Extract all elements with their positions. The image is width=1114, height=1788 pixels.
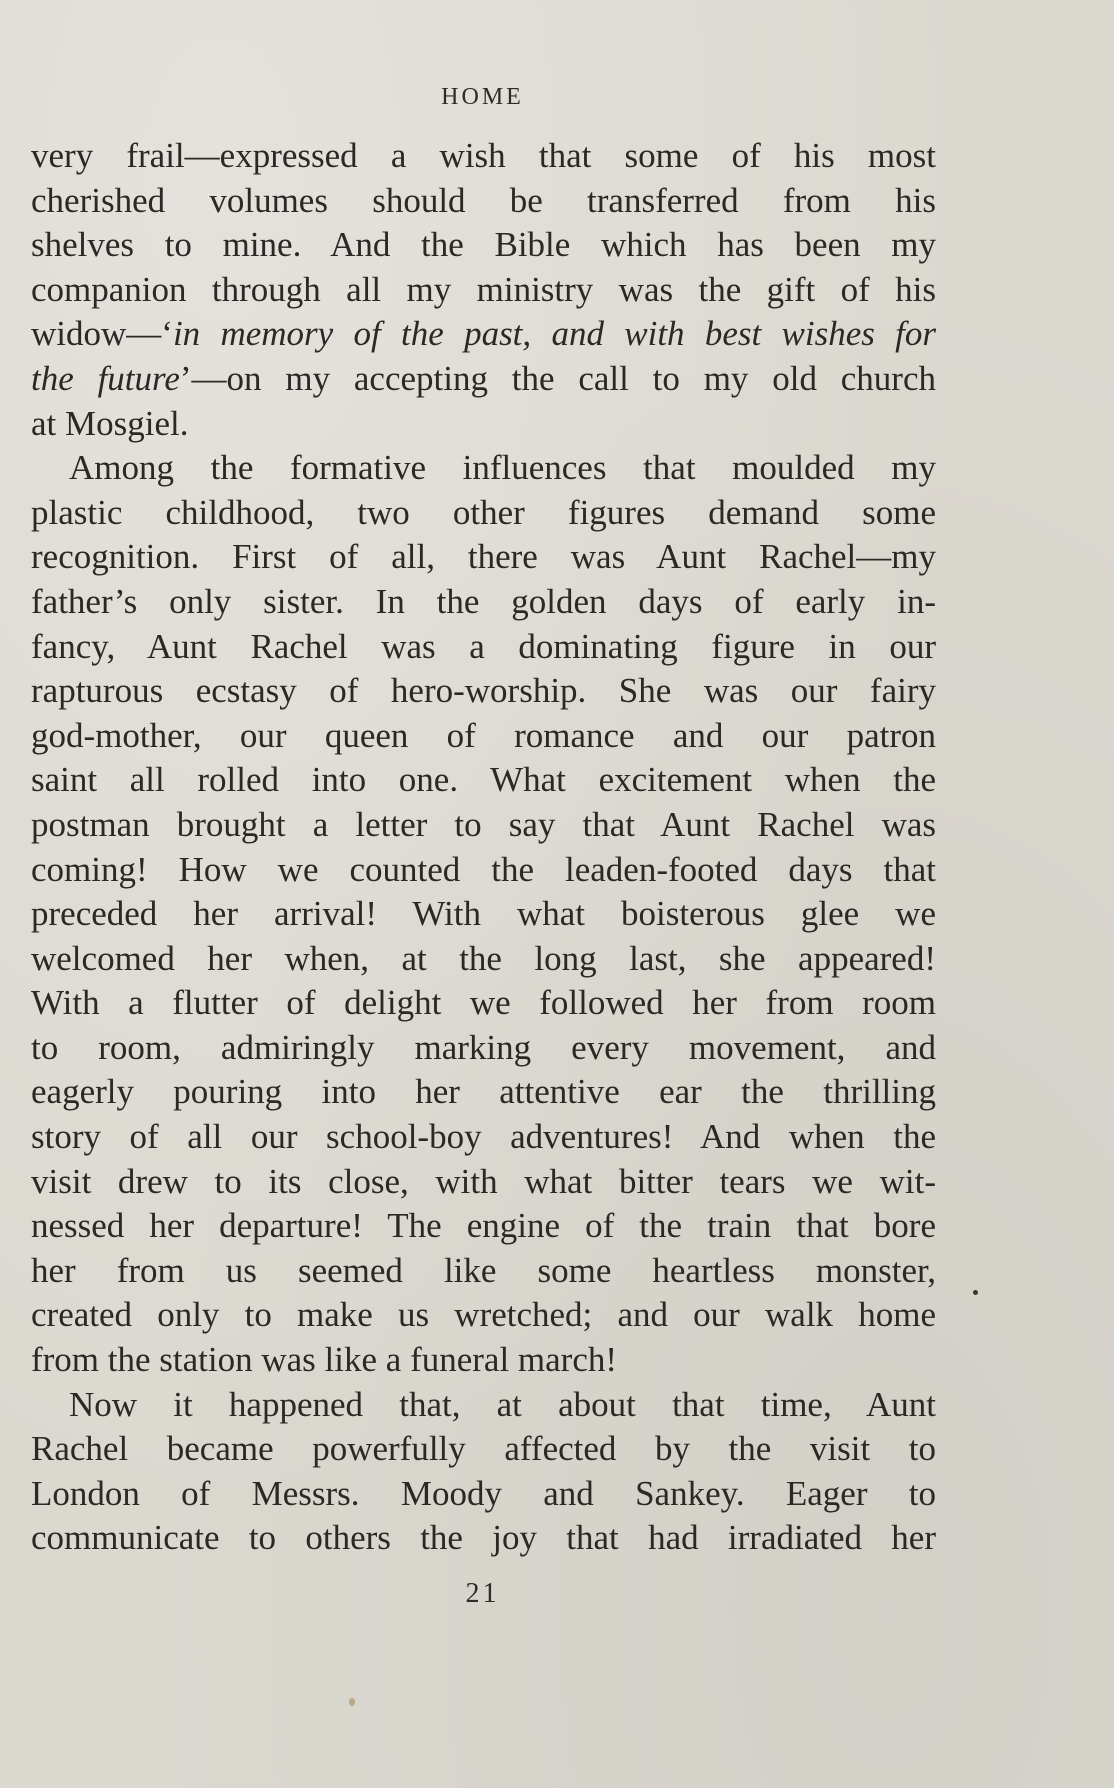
text-run: father’s only sister. In the golden days of early in- bbox=[31, 581, 936, 621]
text-line bbox=[31, 179, 936, 224]
text-run: postman brought a letter to say that Aunt Rachel was bbox=[31, 804, 936, 844]
text-run: coming! How we counted the leaden-footed days that bbox=[31, 849, 936, 889]
text-run: very frail—expressed a wish that some of his most bbox=[31, 136, 936, 175]
text-line bbox=[31, 1160, 936, 1205]
text-line bbox=[31, 1070, 936, 1115]
text-run: rapturous ecstasy of hero-worship. She was our fairy bbox=[31, 671, 936, 711]
text-line bbox=[31, 357, 936, 402]
text-run: saint all rolled into one. What excitement when the bbox=[31, 760, 936, 800]
text-run: Rachel became powerfully affected by the visit to bbox=[31, 1429, 936, 1469]
text-line bbox=[31, 402, 936, 447]
page-number: 21 bbox=[465, 1578, 500, 1609]
text-run: Among the formative influences that moulded my bbox=[69, 448, 936, 488]
running-head: HOME bbox=[441, 84, 524, 110]
text-run: visit drew to its close, with what bitter tears we wit- bbox=[31, 1161, 936, 1201]
text-line bbox=[31, 446, 936, 491]
text-run: plastic childhood, two other figures demand some bbox=[31, 492, 936, 532]
text-run: London of Messrs. Moody and Sankey. Eager to bbox=[31, 1473, 936, 1513]
text-line bbox=[31, 268, 936, 313]
text-run: ’—on my accepting the call to my old church bbox=[179, 358, 936, 398]
text-run: god-mother, our queen of romance and our patron bbox=[31, 715, 936, 755]
text-run: With a flutter of delight we followed her from room bbox=[31, 983, 936, 1023]
text-run: shelves to mine. And the Bible which has been my bbox=[31, 225, 936, 265]
text-line bbox=[31, 1516, 936, 1561]
text-run: Now it happened that, at about that time, Aunt bbox=[69, 1384, 936, 1424]
text-line bbox=[31, 892, 936, 937]
text-line bbox=[31, 535, 936, 580]
text-run: recognition. First of all, there was Aunt Rachel—my bbox=[31, 537, 936, 577]
text-line bbox=[31, 625, 936, 670]
text-line bbox=[31, 1293, 936, 1338]
text-run: story of all our school-boy adventures! And when the bbox=[31, 1117, 936, 1157]
body-text bbox=[31, 134, 936, 1561]
text-run: nessed her departure! The engine of the train that bore bbox=[31, 1206, 936, 1246]
text-line bbox=[31, 491, 936, 536]
text-line bbox=[31, 803, 936, 848]
text-run: created only to make us wretched; and our walk home bbox=[31, 1295, 936, 1335]
text-run: communicate to others the joy that had irradiated her bbox=[31, 1518, 936, 1558]
text-run: widow—‘ bbox=[31, 314, 173, 354]
text-run: to room, admiringly marking every movement, and bbox=[31, 1027, 936, 1067]
text-line bbox=[31, 1472, 936, 1517]
text-line bbox=[31, 223, 936, 268]
italic-text: the future bbox=[31, 358, 180, 398]
text-line bbox=[31, 1026, 936, 1071]
text-line bbox=[31, 134, 936, 179]
text-line bbox=[31, 1427, 936, 1472]
text-run: fancy, Aunt Rachel was a dominating figure in our bbox=[31, 626, 936, 666]
text-line bbox=[31, 1338, 936, 1383]
ink-speck bbox=[349, 1698, 355, 1706]
text-line bbox=[31, 1204, 936, 1249]
text-line bbox=[31, 580, 936, 625]
text-line bbox=[31, 714, 936, 759]
text-run: eagerly pouring into her attentive ear the thrilling bbox=[31, 1072, 936, 1112]
text-line bbox=[31, 1249, 936, 1294]
text-run: companion through all my ministry was the gift of his bbox=[31, 269, 936, 309]
text-run: cherished volumes should be transferred from his bbox=[31, 180, 936, 220]
text-run: at Mosgiel. bbox=[31, 403, 189, 443]
text-line bbox=[31, 669, 936, 714]
text-run: her from us seemed like some heartless monster, bbox=[31, 1250, 936, 1290]
ink-speck bbox=[973, 1290, 978, 1295]
text-line bbox=[31, 937, 936, 982]
text-run: from the station was like a funeral march! bbox=[31, 1340, 618, 1380]
text-line bbox=[31, 981, 936, 1026]
text-line bbox=[31, 848, 936, 893]
text-run: welcomed her when, at the long last, she appeared! bbox=[31, 938, 936, 978]
text-line bbox=[31, 758, 936, 803]
text-line bbox=[31, 1115, 936, 1160]
text-line bbox=[31, 312, 936, 357]
italic-text: in memory of the past, and with best wishes for bbox=[172, 314, 936, 354]
text-run: preceded her arrival! With what boisterous glee we bbox=[31, 894, 936, 934]
text-line bbox=[31, 1383, 936, 1428]
